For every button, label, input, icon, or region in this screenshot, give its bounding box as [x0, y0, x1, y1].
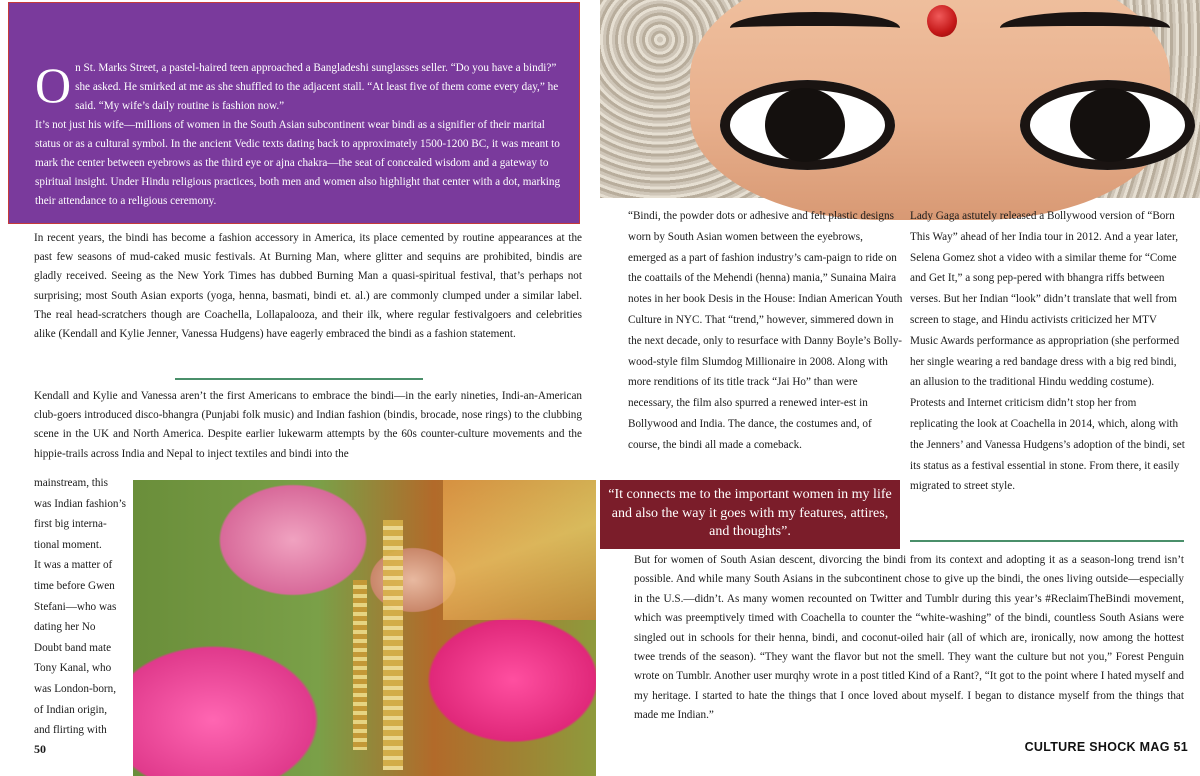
magazine-footer: CULTURE SHOCK MAG 51	[1024, 740, 1188, 754]
right-iris	[1070, 88, 1150, 162]
body-paragraph-2: Kendall and Kylie and Vanessa aren’t the first Americans to embrace the bindi—in the early nineties, Indi-an-American club-goers introduced disco-bhangra (Punjabi folk music) and Indian fashion (bindis, brocade, nose rings) to the clubbing scene in the UK and North America. Despite earlier lukewarm attempts by the 60s counter-culture movements and the hippie-trails across India and Nepal to inject textiles and bindi into the	[34, 390, 582, 460]
body-paragraph-1: In recent years, the bindi has become a fashion accessory in America, its place cemented by routine appearances at the past few seasons of mud-caked music festivals. At Burning Man, where glitter and sequins are prohibited, bindis are gladly received. Seeing as the New York Times has dubbed Burning Man a quasi-spiritual festival, that’s perhaps not surprising; most South Asian exports (yoga, henna, basmati, bindi et. al.) are commonly clumped under a similar label. The real head-scratchers though are Coachella, Lollapalooza, and their ilk, where regular festivalgoers and celebrities alike (Kendall and Kylie Jenner, Vanessa Hudgens) have eagerly embraced the bindi as a fashion statement.	[34, 232, 582, 341]
right-page	[600, 0, 1200, 776]
right-eyebrow	[1000, 12, 1170, 44]
veil-shape	[443, 480, 596, 620]
pull-quote: “It connects me to the important women in my life and also the way it goes with my features, attires, and thoughts”.	[600, 480, 900, 549]
red-bindi	[927, 5, 957, 37]
gold-jewelry-strand	[383, 520, 403, 770]
page-number-left: 50	[34, 742, 46, 756]
section-divider	[175, 378, 423, 380]
gold-jewelry-strand-2	[353, 580, 367, 750]
left-eyebrow	[730, 12, 900, 44]
right-divider	[910, 540, 1184, 542]
left-iris	[765, 88, 845, 162]
body-paragraph-2-continued: mainstream, this was Indian fashion’s first big interna- tional moment. It was a matter of time before Gwen Stefani—who was dating her No Doubt band mate Tony Kanal, who was London-born, of Indian origin, and flirting with	[34, 477, 126, 737]
intro-box	[8, 2, 580, 224]
right-column-1: “Bindi, the powder dots or adhesive and felt plastic designs worn by South Asian women between the eyebrows, emerged as a part of fashion industry’s cam-paign to ride on the coattails of the Mehendi (henna) mania,” Sunaina Maira notes in her book Desis in the House: Indian American Youth Culture in NYC. That “trend,” however, simmered down in the next decade, only to resurface with Danny Boyle’s Bolly-wood-style film Slumdog Millionaire in 2008. Along with more renditions of its title track “Jai Ho” than were necessary, the film also spurred a renewed inter-est in Bollywood and India. The dance, the costumes and, of course, the bindi all made a comeback.	[628, 210, 903, 451]
bindi-face-photo	[600, 0, 1200, 198]
bride-photo	[133, 480, 596, 776]
intro-paragraph-2: It’s not just his wife—millions of women in the South Asian subcontinent wear bindi as a signifier of their marital status or as a cultural symbol. In the ancient Vedic texts dating back to approximately 1500-1200 BC, it was meant to mark the center between eyebrows as the third eye or ajna chakra—the seat of concealed wisdom and a gateway to spiritual insight. Under Hindu religious practices, both men and women also highlight that center with a dot, marking their attendance to a religious ceremony.	[35, 119, 561, 207]
bottom-paragraph: But for women of South Asian descent, divorcing the bindi from its context and adopting it as a season-long trend isn’t possible. And while many South Asians in the subcontinent chose to give up the bindi, the ones living outside—especially in the U.S.—didn’t. As many women recounted on Twitter and Tumblr during this year’s #ReclaimTheBindi movement, which was preemptively timed with Coachella to counter the “white-washing” of the bindi, countless South Asians were singled out in schools for their henna, bindi, and coconut-oiled hair (all of which are, ironically, now among the hottest twee trends of the season). “They want the flavor but not the smell. They want the culture but not you,” Forest Penguin wrote on Tumblr. Another user murqhy wrote in a post titled Kind of a Rant?, “It got to the point where I hated myself and my heritage. I started to hate the things that I once loved about myself. I began to distance myself from the things that made me Indian.”	[634, 554, 1184, 722]
drop-cap: O	[35, 57, 72, 113]
right-column-2: Lady Gaga astutely released a Bollywood version of “Born This Way” ahead of her India tour in 2012. And a year later, Selena Gomez shot a video with a similar theme for “Come and Get It,” a song pep-pered with bhangra riffs between verses. But her Indian “look” didn’t translate that well from screen to stage, and Hindu activists criticized her MTV Music Awards performance as appropriation (she performed her single wearing a red bandage dress with a big red bindi, an allusion to the traditional Hindu wedding costume). Protests and Internet criticism didn’t stop her from replicating the look at Coachella in 2014, which, along with the Jenners’ and Vanessa Hudgens’s adoption of the bindi, set its status as a festival essential in stone. From there, it easily migrated to street style.	[910, 210, 1185, 493]
intro-paragraph-1: On St. Marks Street, a pastel-haired teen approached a Bangladeshi sunglasses seller. “Do you have a bindi?” she asked. He smirked at me as she shuffled to the adjacent stall. “At least five of them come every day,” he said. “My wife’s daily routine is fashion now.”	[35, 57, 559, 113]
